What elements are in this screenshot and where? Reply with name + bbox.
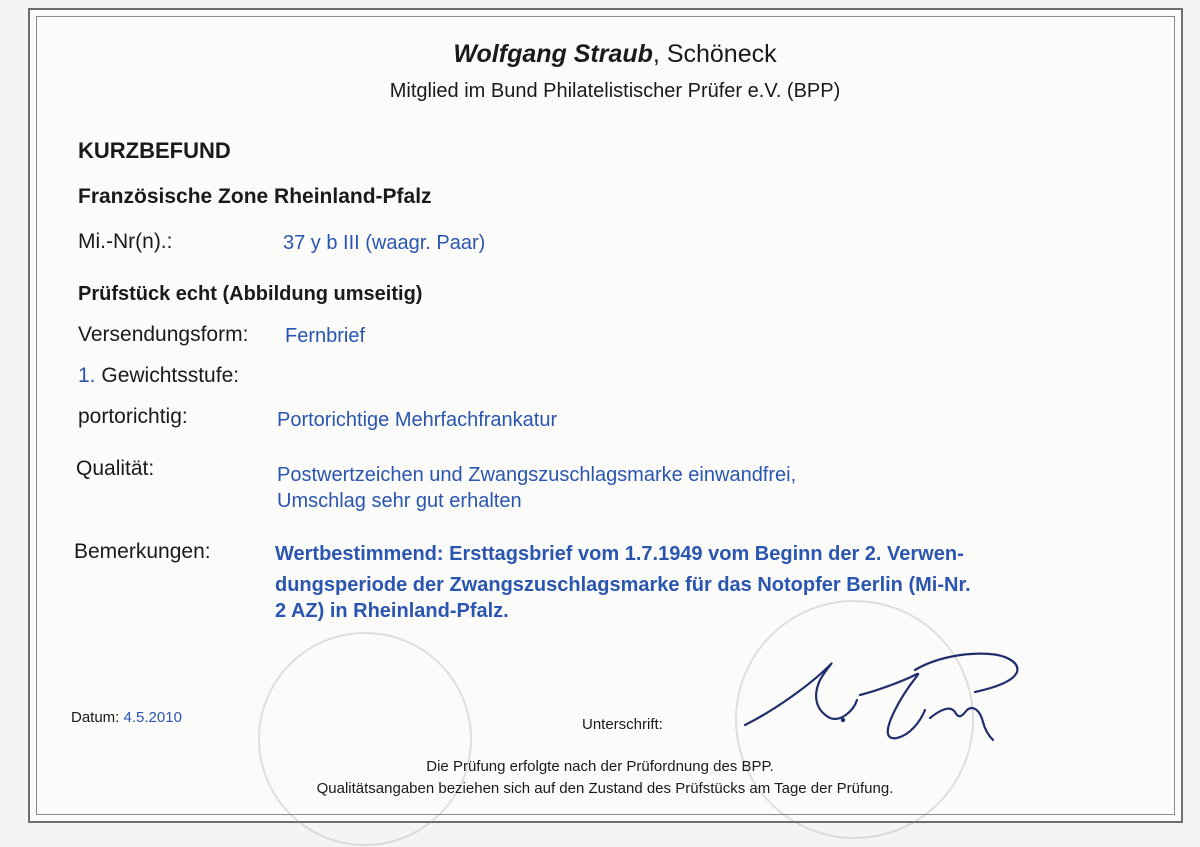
porto-label: portorichtig: <box>78 405 188 428</box>
bemerkungen-line-3: 2 AZ) in Rheinland-Pfalz. <box>275 600 509 622</box>
membership-line: Mitglied im Bund Philatelistischer Prüfer e.V. (BPP) <box>389 80 841 102</box>
result-statement: Prüfstück echt (Abbildung umseitig) <box>78 283 423 305</box>
document-title: KURZBEFUND <box>78 138 231 163</box>
datum-label: Datum: <box>71 709 120 726</box>
versand-label: Versendungsform: <box>78 323 249 346</box>
porto-value: Portorichtige Mehrfachfrankatur <box>277 409 558 431</box>
mi-nr-label: Mi.-Nr(n).: <box>78 230 173 253</box>
qualitaet-line-2: Umschlag sehr gut erhalten <box>277 490 522 512</box>
versand-value: Fernbrief <box>285 325 366 347</box>
bemerkungen-line-2: dungsperiode der Zwangszuschlagsmarke für das Notopfer Berlin (Mi-Nr. <box>275 574 971 596</box>
examiner-name: Wolfgang Straub <box>453 40 653 68</box>
unterschrift-label: Unterschrift: <box>582 716 663 733</box>
qualitaet-line-1: Postwertzeichen und Zwangszuschlagsmarke einwandfrei, <box>277 464 797 486</box>
examiner-location: , Schöneck <box>652 40 777 68</box>
footer-note-2: Qualitätsangaben beziehen sich auf den Zustand des Prüfstücks am Tage der Prüfung. <box>316 780 894 797</box>
gewicht-label: Gewichtsstufe: <box>101 364 240 387</box>
datum-value: 4.5.2010 <box>123 709 182 726</box>
subject-heading: Französische Zone Rheinland-Pfalz <box>78 185 432 208</box>
gewicht-number: 1. <box>78 364 96 387</box>
gewicht-row <box>78 364 239 388</box>
qualitaet-label: Qualität: <box>76 457 155 480</box>
examiner-header <box>0 40 1200 69</box>
footer-note-1: Die Prüfung erfolgte nach der Prüfordnung des BPP. <box>426 758 774 775</box>
bemerkungen-label: Bemerkungen: <box>74 540 211 563</box>
embossed-seal-left <box>258 632 472 846</box>
datum-row <box>71 709 182 726</box>
bemerkungen-line-1: Wertbestimmend: Ersttagsbrief vom 1.7.1949 vom Beginn der 2. Verwen- <box>275 543 964 565</box>
mi-nr-value: 37 y b III (waagr. Paar) <box>283 232 486 254</box>
signature-mark <box>735 640 1035 750</box>
